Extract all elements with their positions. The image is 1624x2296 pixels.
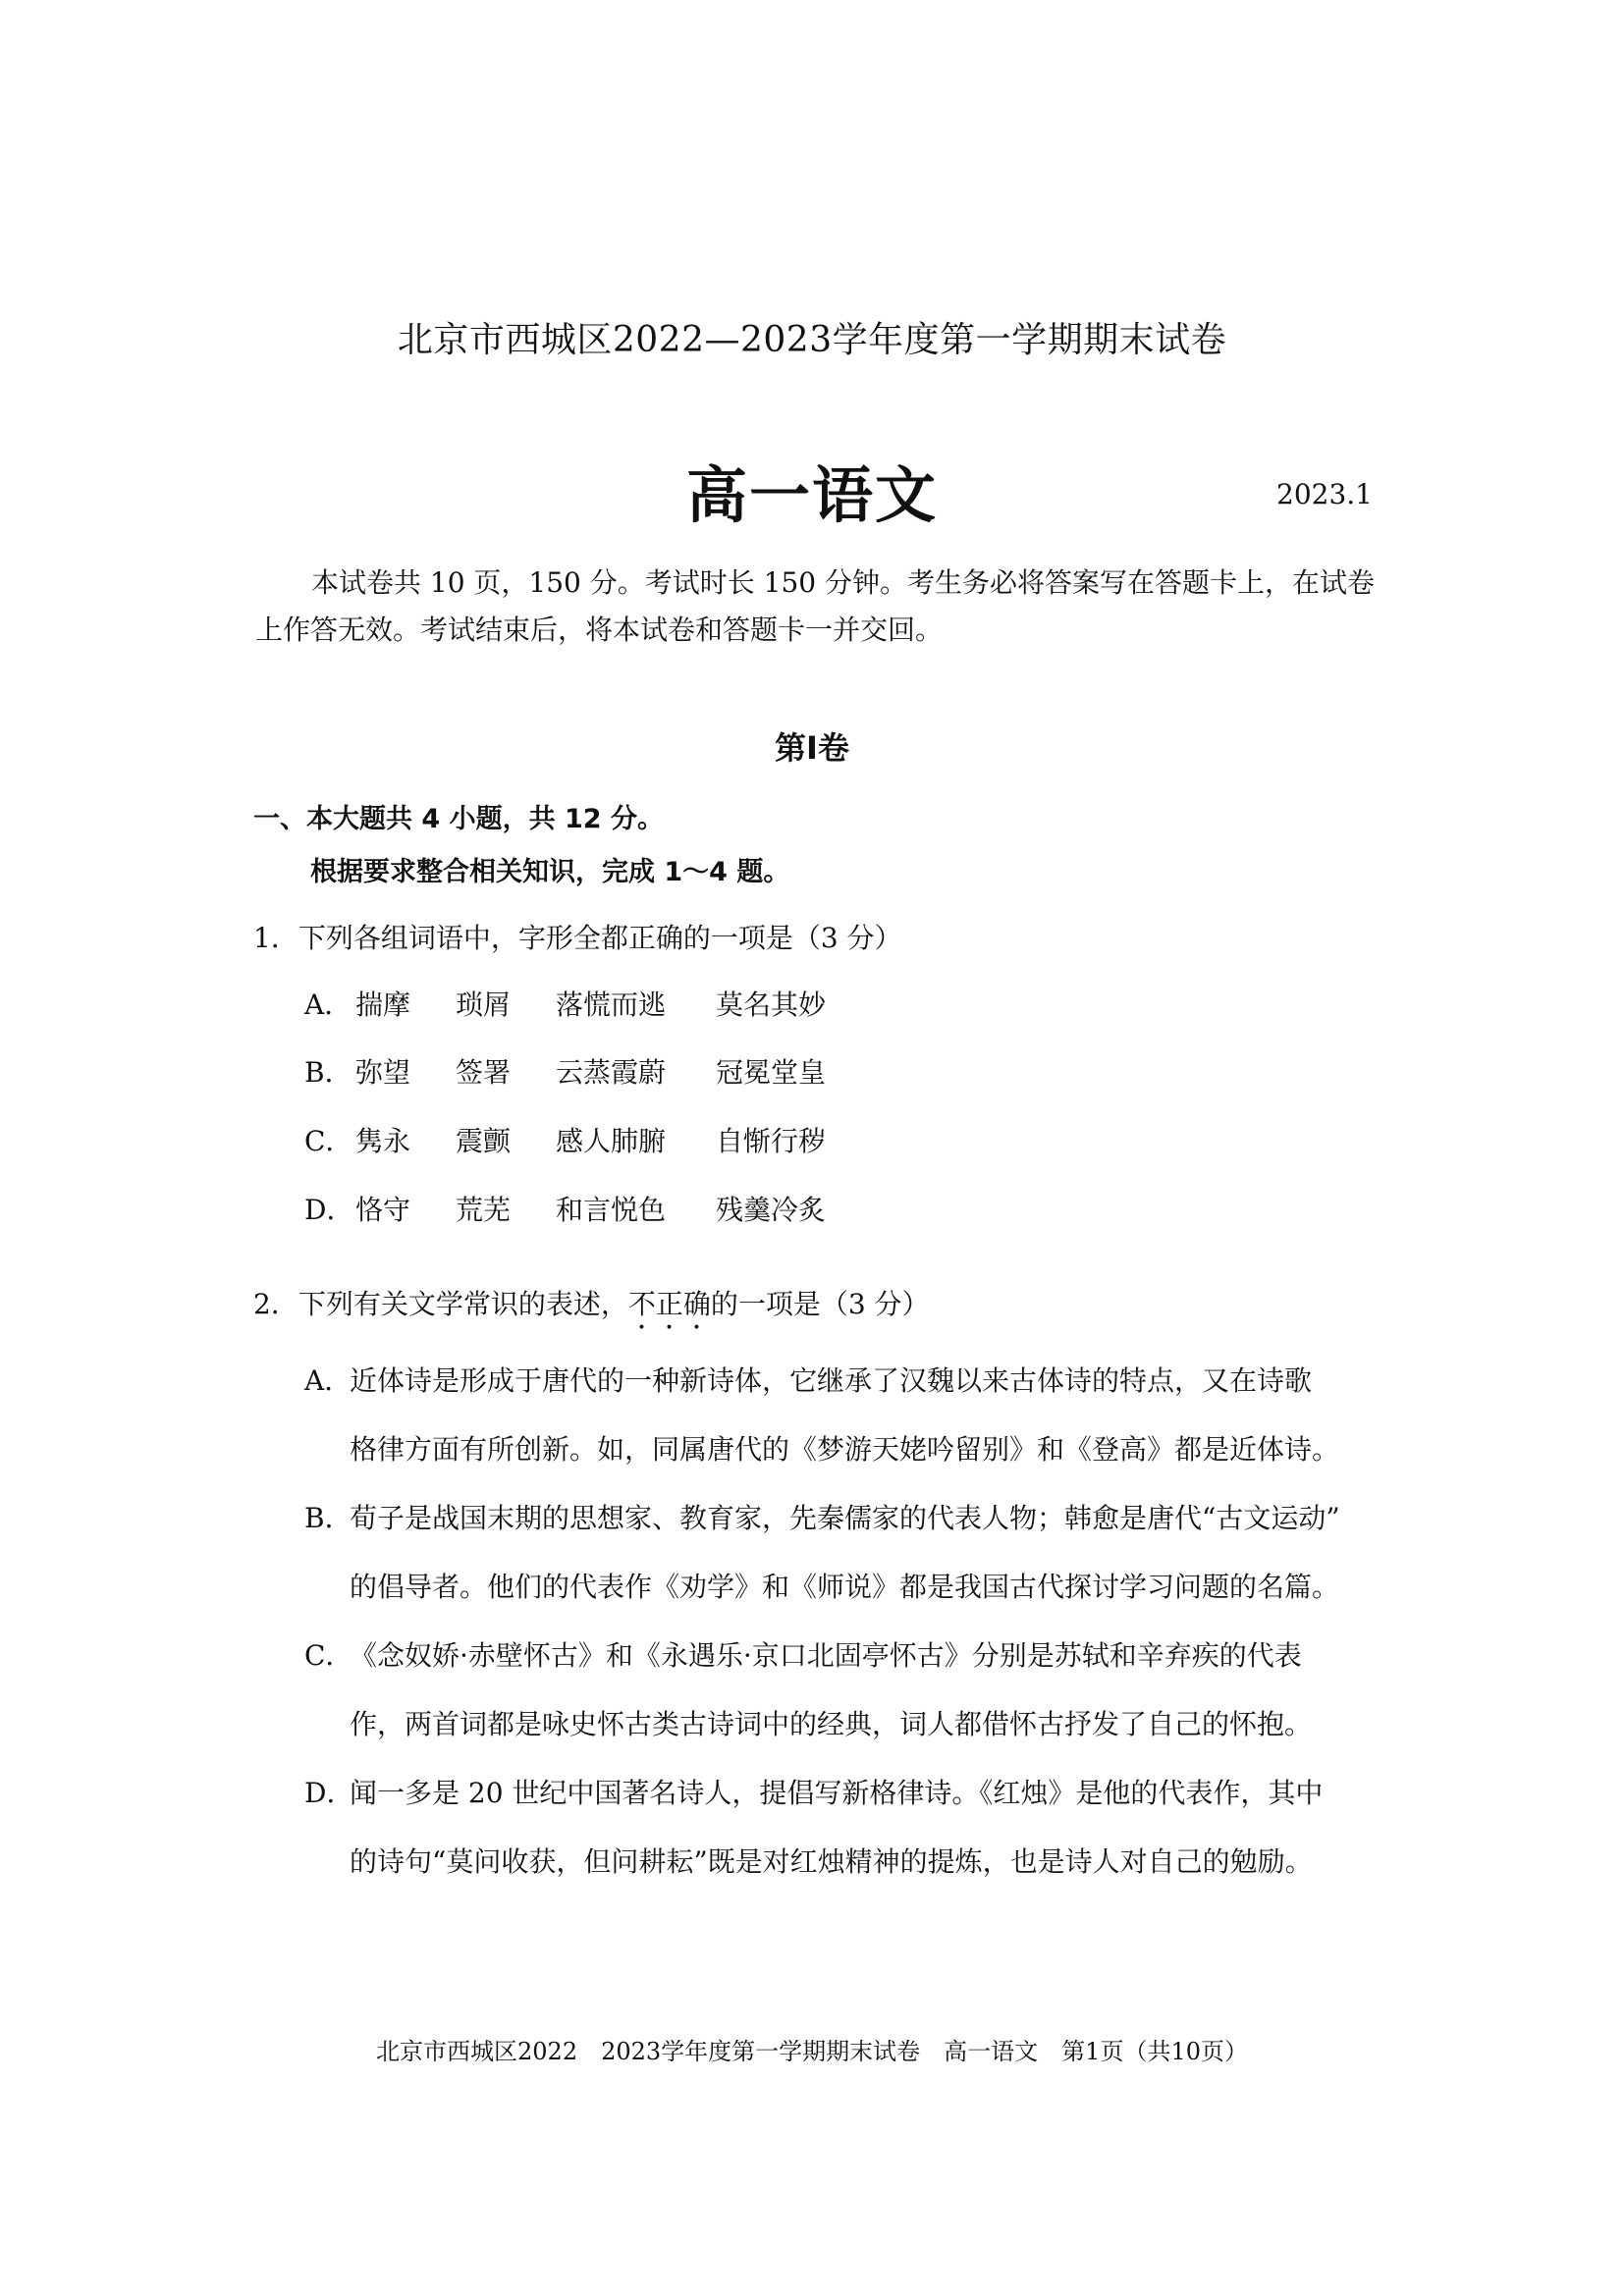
option-word: 落慌而逃 (556, 988, 667, 1021)
option-word: 签署 (456, 1056, 512, 1089)
question-2-emphasis: 不正确 (627, 1288, 711, 1320)
option-text-line2: 的倡导者。他们的代表作《劝学》和《师说》都是我国古代探讨学习问题的名篇。 (350, 1571, 1340, 1603)
option-word: 荒芜 (456, 1194, 512, 1226)
option-word: 震颤 (456, 1125, 512, 1157)
subject-title: 高一语文 (685, 459, 938, 531)
question-1-option-c (304, 1120, 826, 1159)
question-2-option-d (304, 1759, 1394, 1896)
exam-title: 北京市西城区2022—2023学年度第一学期期末试卷 (397, 320, 1227, 360)
option-letter: D． (304, 1777, 354, 1809)
option-letter: C． (304, 1125, 353, 1157)
question-2-stem-end: 的一项是（3 分） (710, 1288, 930, 1320)
exam-date: 2023.1 (1276, 478, 1373, 510)
section-heading: 一、本大题共 4 小题，共 12 分。 (253, 804, 664, 834)
question-1-option-d (304, 1189, 826, 1228)
question-1-option-a (304, 984, 826, 1023)
option-letter: B． (304, 1056, 352, 1089)
option-word: 揣摩 (355, 988, 411, 1021)
option-word: 琐屑 (456, 988, 512, 1021)
question-2-stem-start: 2．下列有关文学常识的表述， (253, 1288, 628, 1320)
option-text-line2: 作，两首词都是咏史怀古类古诗词中的经典，词人都借怀古抒发了自己的怀抱。 (350, 1708, 1313, 1740)
option-word: 自惭行秽 (716, 1125, 827, 1157)
option-text-line1: 《念奴娇·赤壁怀古》和《永遇乐·京口北固亭怀古》分别是苏轼和辛弃疾的代表 (350, 1639, 1302, 1672)
question-1-option-b (304, 1051, 826, 1091)
option-word: 残羹冷炙 (716, 1194, 827, 1226)
section-description: 根据要求整合相关知识，完成 1～4 题。 (310, 857, 790, 887)
option-word: 弥望 (355, 1056, 411, 1089)
option-text-line1: 荀子是战国末期的思想家、教育家，先秦儒家的代表人物；韩愈是唐代“古文运动” (350, 1502, 1340, 1534)
page-footer: 北京市西城区2022 2023学年度第一学期期末试卷 高一语文 第1页（共10页） (376, 2038, 1248, 2065)
option-word: 感人肺腑 (556, 1125, 667, 1157)
option-letter: A． (304, 988, 352, 1021)
volume-title: 第Ⅰ卷 (775, 729, 849, 767)
option-word: 冠冕堂皇 (716, 1056, 827, 1089)
option-text-line1: 闻一多是 20 世纪中国著名诗人，提倡写新格律诗。《红烛》是他的代表作，其中 (350, 1777, 1324, 1809)
question-2-option-b (304, 1484, 1394, 1622)
question-2-option-c (304, 1622, 1394, 1759)
option-word: 隽永 (355, 1125, 411, 1157)
option-letter: A． (304, 1364, 352, 1397)
option-word: 莫名其妙 (716, 988, 827, 1021)
option-text-line1: 近体诗是形成于唐代的一种新诗体，它继承了汉魏以来古体诗的特点，又在诗歌 (350, 1364, 1313, 1397)
option-word: 恪守 (355, 1194, 411, 1226)
exam-instructions: 本试卷共 10 页，150 分。考试时长 150 分钟。考生务必将答案写在答题卡上，在试卷上作答无效。考试结束后，将本试卷和答题卡一并交回。 (255, 566, 1376, 646)
option-letter: C． (304, 1639, 353, 1672)
option-letter: B． (304, 1502, 352, 1534)
option-word: 和言悦色 (556, 1194, 667, 1226)
option-word: 云蒸霞蔚 (556, 1056, 667, 1089)
option-text-line2: 格律方面有所创新。如，同属唐代的《梦游天姥吟留别》和《登高》都是近体诗。 (350, 1433, 1340, 1466)
option-text-line2: 的诗句“莫问收获，但问耕耘”既是对红烛精神的提炼，也是诗人对自己的勉励。 (350, 1845, 1313, 1878)
question-1-stem: 1．下列各组词语中，字形全都正确的一项是（3 分） (253, 922, 902, 954)
question-2-option-a (304, 1347, 1394, 1484)
option-letter: D． (304, 1194, 354, 1226)
question-2-stem (253, 1283, 930, 1336)
